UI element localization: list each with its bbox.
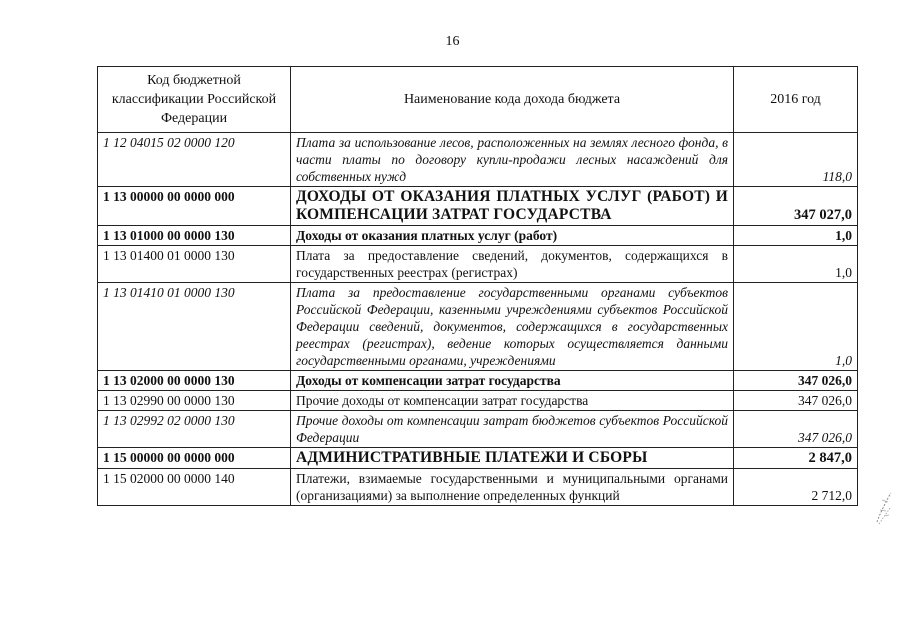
row-code: 1 12 04015 02 0000 120 [98, 133, 291, 187]
row-name: Плата за использование лесов, расположенных на землях лесного фонда, в части платы по договору купли-продажи лесных насаждений для собственных нужд [291, 133, 734, 187]
page-number: 16 [445, 34, 460, 49]
row-name: АДМИНИСТРАТИВНЫЕ ПЛАТЕЖИ И СБОРЫ [291, 448, 734, 469]
header-year: 2016 год [734, 67, 858, 133]
table-row [98, 391, 858, 411]
table-row [98, 469, 858, 506]
row-amount: 347 026,0 [734, 411, 858, 448]
header-code: Код бюджетной классификации Российской Федерации [98, 67, 291, 133]
table-row [98, 246, 858, 283]
row-code: 1 15 02000 00 0000 140 [98, 469, 291, 506]
table-header-row [98, 67, 858, 133]
row-amount: 1,0 [734, 226, 858, 246]
row-name: Платежи, взимаемые государственными и муниципальными органами (организациями) за выполнение определенных функций [291, 469, 734, 506]
row-code: 1 13 02000 00 0000 130 [98, 371, 291, 391]
margin-stamp-mark [873, 488, 895, 528]
budget-revenue-table [97, 66, 858, 506]
row-name: Доходы от компенсации затрат государства [291, 371, 734, 391]
row-code: 1 13 01000 00 0000 130 [98, 226, 291, 246]
table-row [98, 371, 858, 391]
row-amount: 1,0 [734, 283, 858, 371]
row-code: 1 13 00000 00 0000 000 [98, 187, 291, 226]
row-code: 1 15 00000 00 0000 000 [98, 448, 291, 469]
row-amount: 347 026,0 [734, 391, 858, 411]
row-name: Прочие доходы от компенсации затрат бюджетов субъектов Российской Федерации [291, 411, 734, 448]
row-code: 1 13 02992 02 0000 130 [98, 411, 291, 448]
row-name: Прочие доходы от компенсации затрат государства [291, 391, 734, 411]
row-amount: 347 027,0 [734, 187, 858, 226]
row-amount: 2 712,0 [734, 469, 858, 506]
table-row [98, 187, 858, 226]
table-row [98, 411, 858, 448]
row-amount: 118,0 [734, 133, 858, 187]
row-amount: 2 847,0 [734, 448, 858, 469]
row-amount: 347 026,0 [734, 371, 858, 391]
row-code: 1 13 01410 01 0000 130 [98, 283, 291, 371]
row-name: Плата за предоставление государственными органами субъектов Российской Федерации, казенными учреждениями субъектов Российской Федерации сведений, документов, содержащихся в государственных реестрах (регистрах), ведение которых осуществляется данными государственными органами, учреждениями [291, 283, 734, 371]
table-row [98, 283, 858, 371]
header-name: Наименование кода дохода бюджета [291, 67, 734, 133]
row-amount: 1,0 [734, 246, 858, 283]
row-name: Плата за предоставление сведений, документов, содержащихся в государственных реестрах (регистрах) [291, 246, 734, 283]
row-name: ДОХОДЫ ОТ ОКАЗАНИЯ ПЛАТНЫХ УСЛУГ (РАБОТ) И КОМПЕНСАЦИИ ЗАТРАТ ГОСУДАРСТВА [291, 187, 734, 226]
row-name: Доходы от оказания платных услуг (работ) [291, 226, 734, 246]
table-row [98, 133, 858, 187]
table-row [98, 448, 858, 469]
row-code: 1 13 01400 01 0000 130 [98, 246, 291, 283]
table-row [98, 226, 858, 246]
row-code: 1 13 02990 00 0000 130 [98, 391, 291, 411]
